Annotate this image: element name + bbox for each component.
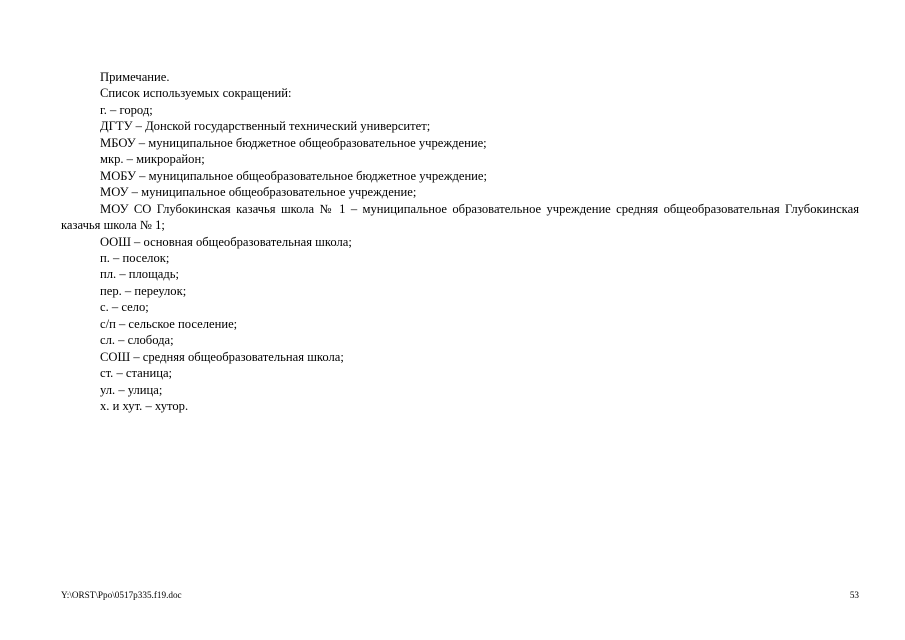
abbreviation-item: МОУ – муниципальное общеобразовательное учреждение; [100, 185, 417, 200]
abbreviation-item: МБОУ – муниципальное бюджетное общеобразовательное учреждение; [100, 135, 487, 150]
abbreviation-item: ст. – станица; [100, 366, 173, 381]
note-block [61, 69, 859, 415]
abbreviation-item: мкр. – микрорайон; [100, 152, 205, 167]
abbreviation-item: МОУ СО Глубокинская казачья школа № 1 – муниципальное образовательное учреждение средняя общеобразовательная Глубокинская казачья школа № 1; [61, 201, 859, 233]
abbreviation-item: МОБУ – муниципальное общеобразовательное бюджетное учреждение; [100, 168, 488, 183]
page-number: 53 [849, 590, 859, 600]
abbreviation-item: пл. – площадь; [100, 267, 180, 282]
abbreviation-item: сл. – слобода; [100, 333, 174, 348]
abbreviation-item: х. и хут. – хутор. [100, 399, 189, 414]
abbreviation-item: СОШ – средняя общеобразовательная школа; [100, 349, 344, 364]
abbreviation-item: п. – поселок; [100, 250, 170, 265]
abbreviation-item: ДГТУ – Донской государственный технический университет; [100, 119, 431, 134]
abbreviation-item: ул. – улица; [100, 382, 163, 397]
abbreviation-item: ООШ – основная общеобразовательная школа; [100, 234, 352, 249]
abbreviation-item: пер. – переулок; [100, 283, 187, 298]
abbreviation-list-heading: Список используемых сокращений: [100, 86, 292, 101]
footer-file-path: Y:\ORST\Ppo\0517p335.f19.doc [61, 590, 182, 600]
note-heading: Примечание. [100, 70, 170, 84]
abbreviation-item: с/п – сельское поселение; [100, 316, 238, 331]
abbreviation-item: с. – село; [100, 300, 149, 315]
abbreviation-item: г. – город; [100, 102, 153, 117]
